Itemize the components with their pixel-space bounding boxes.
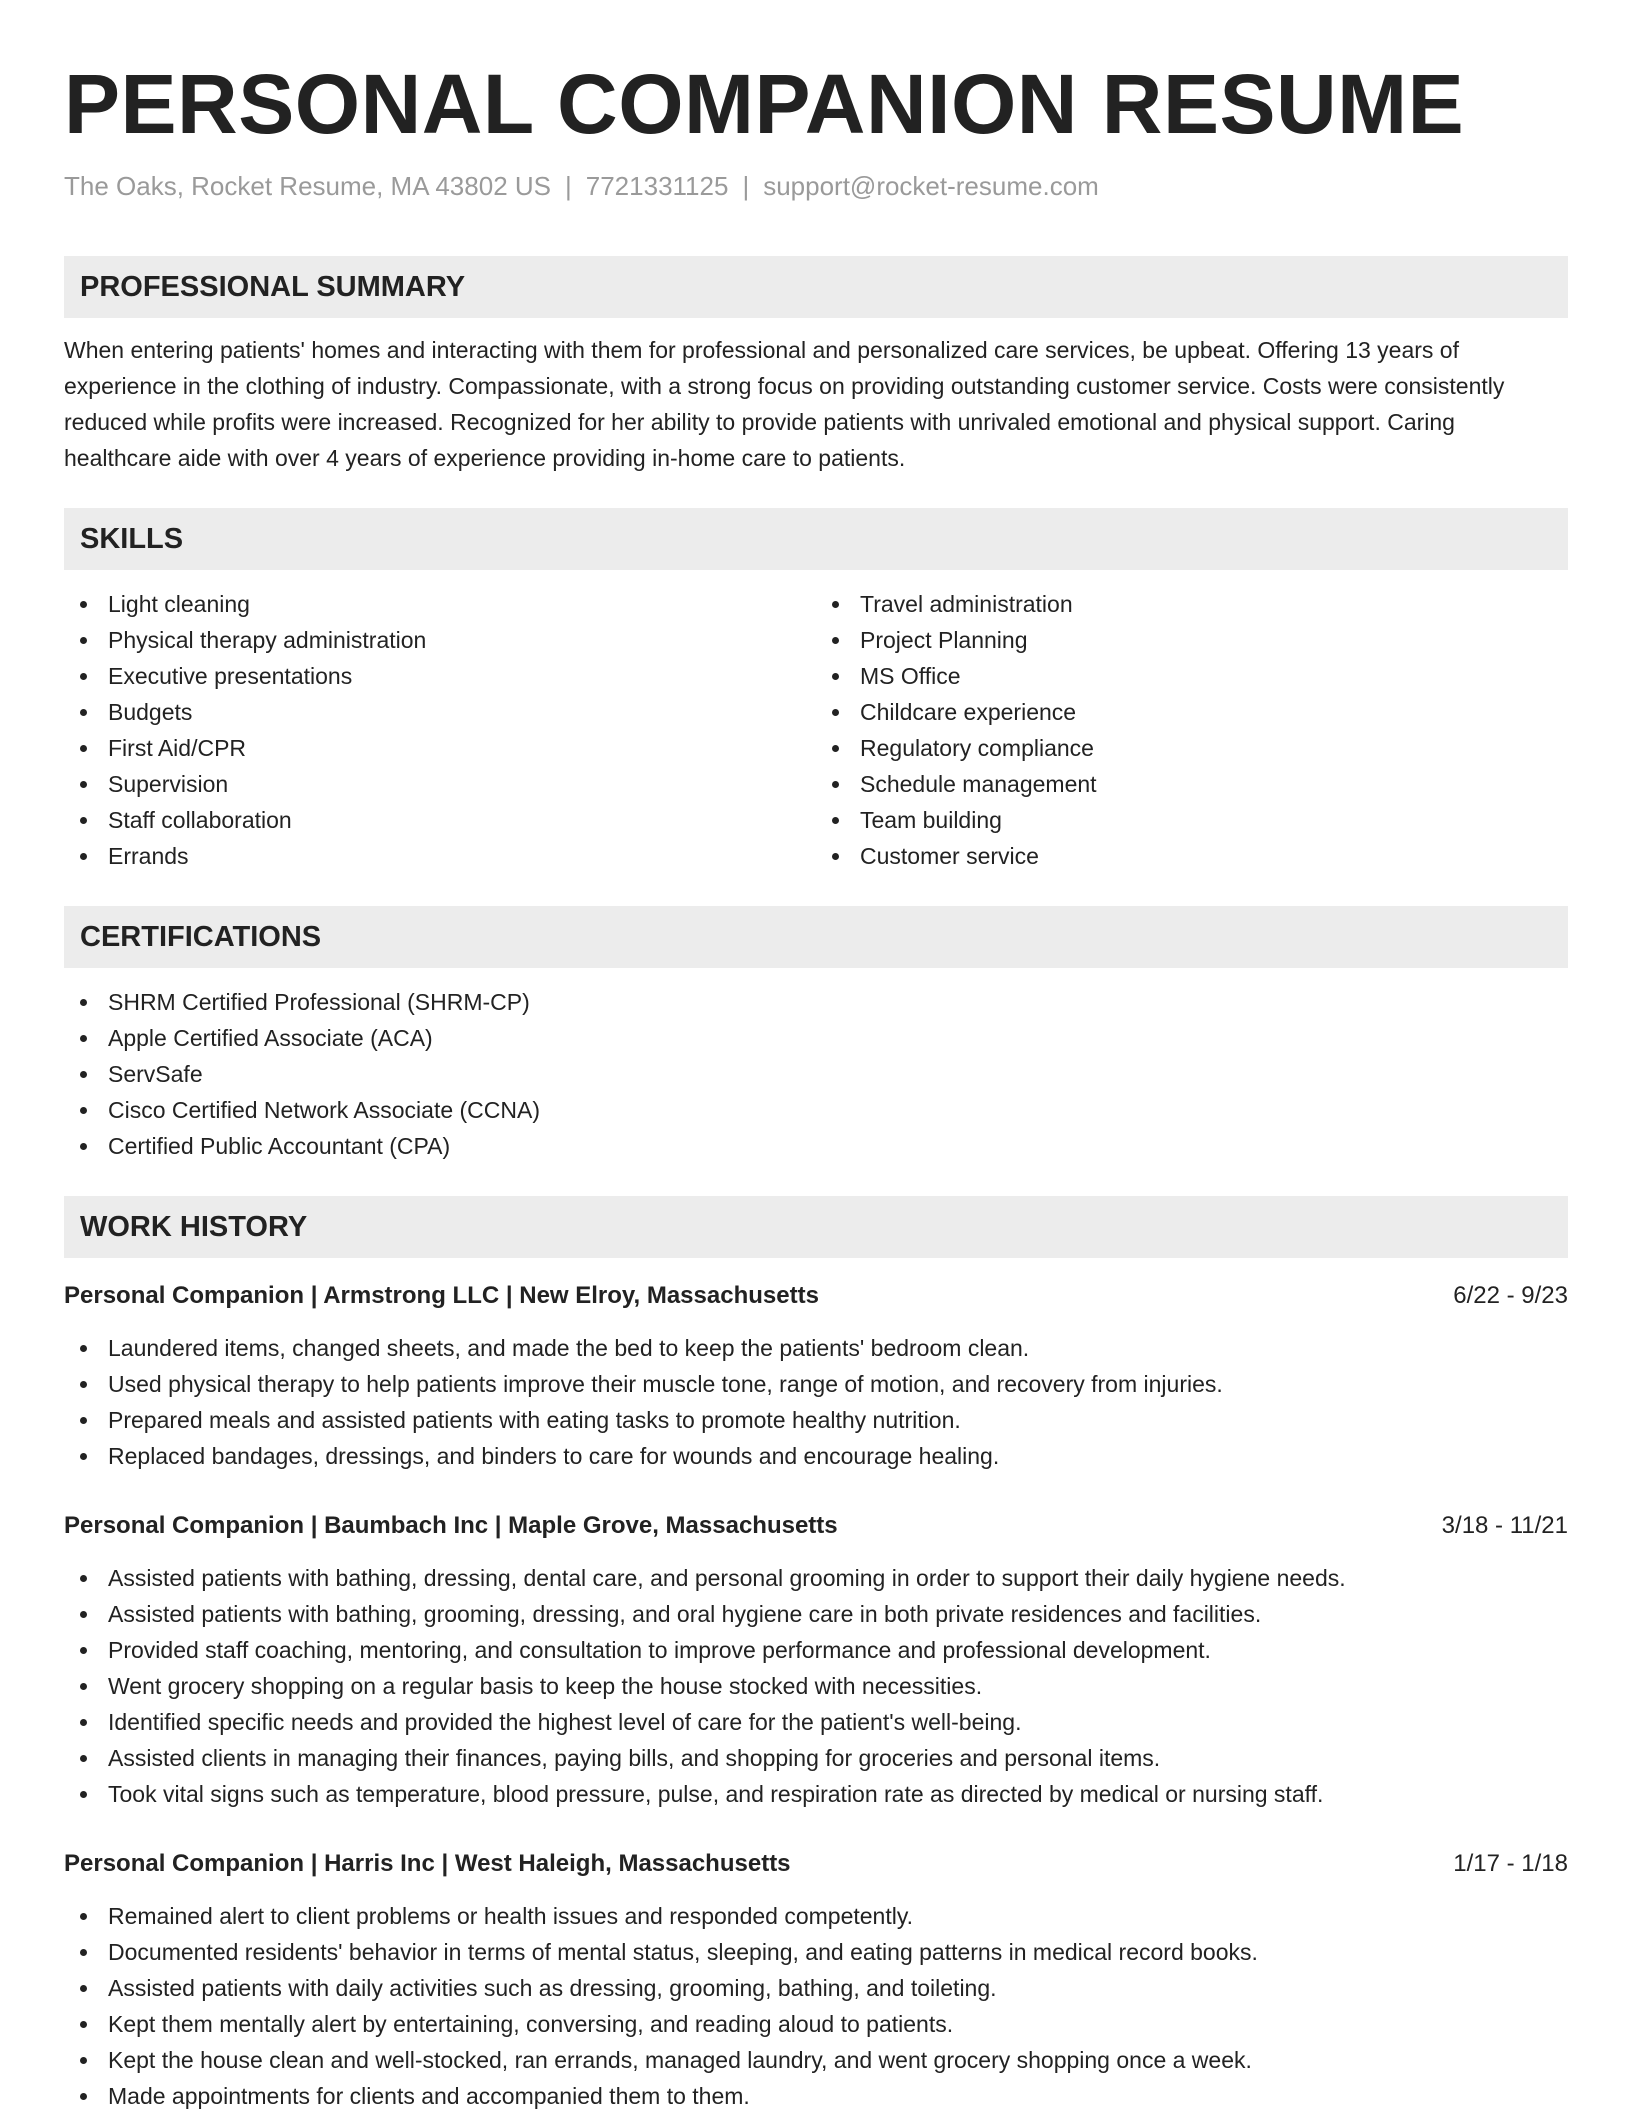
job-entry [64, 1278, 1568, 1474]
resume-title: PERSONAL COMPANION RESUME [64, 57, 1465, 151]
job-bullet: Took vital signs such as temperature, blood pressure, pulse, and respiration rate as directed by medical or nursing staff. [64, 1776, 1568, 1812]
skill-item: Project Planning [816, 622, 1568, 658]
certification-item: Cisco Certified Network Associate (CCNA) [64, 1092, 1568, 1128]
skills-list-right [816, 586, 1568, 874]
job-title: Personal Companion | Baumbach Inc | Maple Grove, Massachusetts [64, 1512, 838, 1539]
job-bullet: Kept the house clean and well-stocked, ran errands, managed laundry, and went grocery shopping once a week. [64, 2042, 1568, 2078]
skill-item: Schedule management [816, 766, 1568, 802]
job-header [64, 1508, 1568, 1544]
certifications-list [64, 984, 1568, 1164]
job-bullet: Provided staff coaching, mentoring, and consultation to improve performance and professional development. [64, 1632, 1568, 1668]
certification-item: ServSafe [64, 1056, 1568, 1092]
job-entry [64, 1846, 1568, 2112]
skills-list-left [64, 586, 816, 874]
job-bullet-list [64, 1560, 1568, 1812]
skill-item: Staff collaboration [64, 802, 816, 838]
contact-line [64, 168, 1568, 204]
job-bullet: Assisted patients with bathing, grooming, dressing, and oral hygiene care in both private residences and facilities. [64, 1596, 1568, 1632]
job-header [64, 1846, 1568, 1882]
summary-heading: PROFESSIONAL SUMMARY [64, 256, 1568, 318]
job-bullet: Assisted clients in managing their finances, paying bills, and shopping for groceries and personal items. [64, 1740, 1568, 1776]
skill-item: Executive presentations [64, 658, 816, 694]
skill-item: Travel administration [816, 586, 1568, 622]
skill-item: Childcare experience [816, 694, 1568, 730]
job-dates: 1/17 - 1/18 [1453, 1850, 1568, 1877]
job-bullet-list [64, 1330, 1568, 1474]
skill-item: Team building [816, 802, 1568, 838]
job-bullet: Prepared meals and assisted patients with eating tasks to promote healthy nutrition. [64, 1402, 1568, 1438]
contact-phone: 7721331125 [585, 171, 729, 201]
job-bullet: Replaced bandages, dressings, and binders to care for wounds and encourage healing. [64, 1438, 1568, 1474]
skill-item: Supervision [64, 766, 816, 802]
certifications-heading: CERTIFICATIONS [64, 906, 1568, 968]
certification-item: SHRM Certified Professional (SHRM-CP) [64, 984, 1568, 1020]
skill-item: First Aid/CPR [64, 730, 816, 766]
job-title: Personal Companion | Armstrong LLC | New Elroy, Massachusetts [64, 1282, 819, 1309]
skill-item: MS Office [816, 658, 1568, 694]
contact-email: support@rocket-resume.com [763, 171, 1099, 201]
job-header [64, 1278, 1568, 1314]
certification-item: Apple Certified Associate (ACA) [64, 1020, 1568, 1056]
job-bullet: Laundered items, changed sheets, and made the bed to keep the patients' bedroom clean. [64, 1330, 1568, 1366]
job-bullet: Assisted patients with bathing, dressing, dental care, and personal grooming in order to support their daily hygiene needs. [64, 1560, 1568, 1596]
work-history-list [64, 1278, 1568, 2112]
skill-item: Budgets [64, 694, 816, 730]
job-bullet: Remained alert to client problems or health issues and responded competently. [64, 1898, 1568, 1934]
summary-text: When entering patients' homes and interacting with them for professional and personalized care services, be upbeat. Offering 13 years of experience in the clothing of industry. Compassionate, with a strong focus on providing outstanding customer service. Costs were consistently reduced while profits were increased. Recognized for her ability to provide patients with unrivaled emotional and physical support. Caring healthcare aide with over 4 years of experience providing in-home care to patients. [64, 337, 1505, 471]
certification-item: Certified Public Accountant (CPA) [64, 1128, 1568, 1164]
job-bullet: Kept them mentally alert by entertaining, conversing, and reading aloud to patients. [64, 2006, 1568, 2042]
job-dates: 3/18 - 11/21 [1441, 1512, 1568, 1539]
skills-columns [64, 586, 1568, 874]
job-bullet: Used physical therapy to help patients improve their muscle tone, range of motion, and recovery from injuries. [64, 1366, 1568, 1402]
skills-heading: SKILLS [64, 508, 1568, 570]
job-entry [64, 1508, 1568, 1812]
skill-item: Errands [64, 838, 816, 874]
job-title: Personal Companion | Harris Inc | West Haleigh, Massachusetts [64, 1850, 791, 1877]
job-bullet: Identified specific needs and provided the highest level of care for the patient's well-being. [64, 1704, 1568, 1740]
work-history-heading: WORK HISTORY [64, 1196, 1568, 1258]
job-bullet: Made appointments for clients and accompanied them to them. [64, 2078, 1568, 2112]
job-dates: 6/22 - 9/23 [1453, 1282, 1568, 1309]
contact-separator: | [565, 171, 572, 201]
job-bullet: Documented residents' behavior in terms of mental status, sleeping, and eating patterns in medical record books. [64, 1934, 1568, 1970]
skill-item: Light cleaning [64, 586, 816, 622]
job-bullet: Assisted patients with daily activities such as dressing, grooming, bathing, and toileting. [64, 1970, 1568, 2006]
contact-separator: | [742, 171, 750, 201]
skill-item: Physical therapy administration [64, 622, 816, 658]
job-bullet: Went grocery shopping on a regular basis to keep the house stocked with necessities. [64, 1668, 1568, 1704]
skill-item: Customer service [816, 838, 1568, 874]
contact-address: The Oaks, Rocket Resume, MA 43802 US [64, 171, 551, 201]
skill-item: Regulatory compliance [816, 730, 1568, 766]
job-bullet-list [64, 1898, 1568, 2112]
